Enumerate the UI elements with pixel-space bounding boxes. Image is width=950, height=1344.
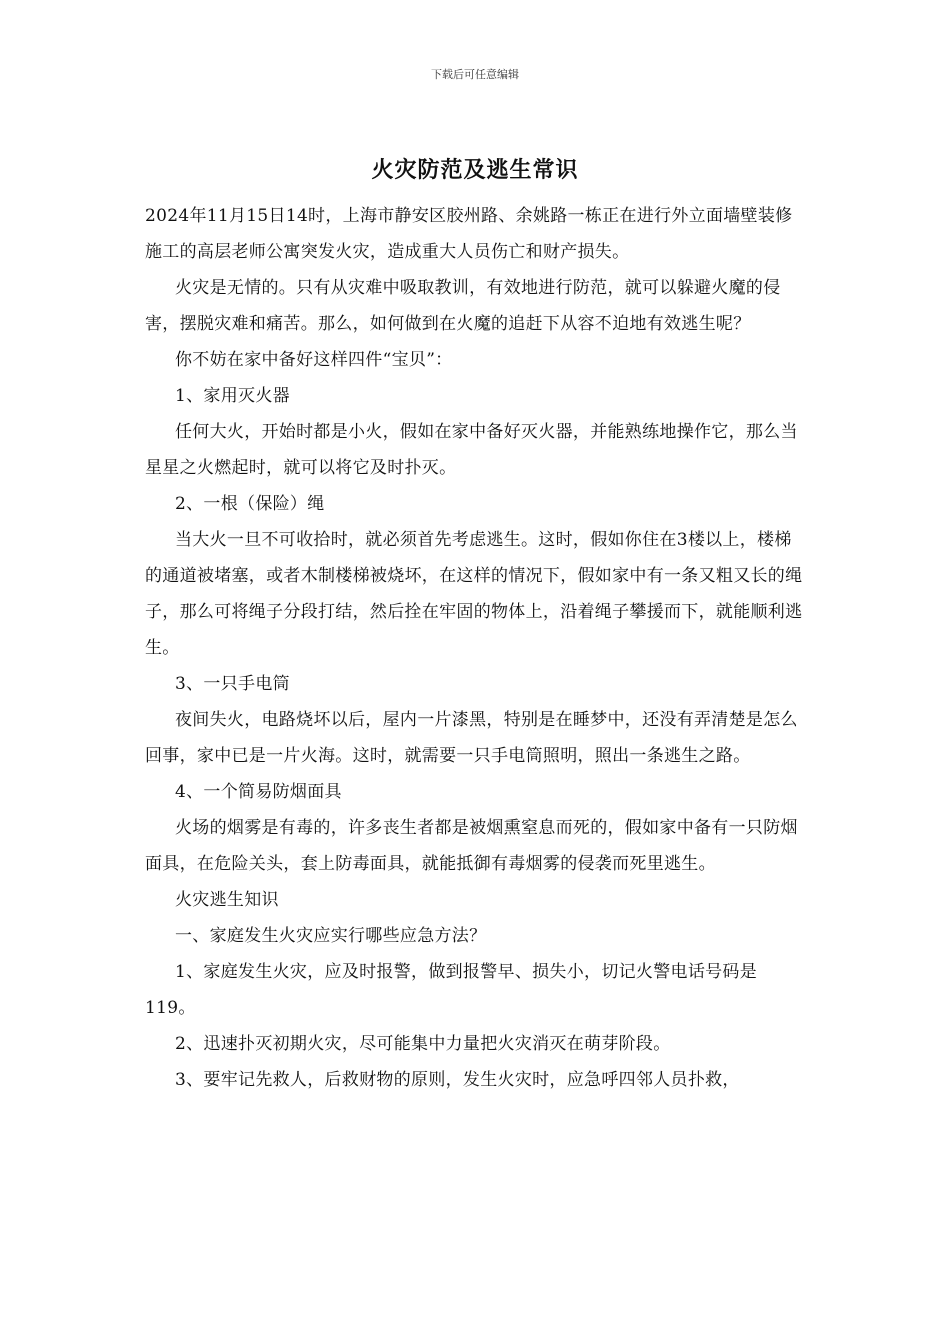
section-heading: 3、一只手电筒 (175, 674, 290, 694)
list-item: 1、家庭发生火灾，应及时报警，做到报警早、损失小，切记火警电话号码是119。 (145, 962, 758, 1018)
section-heading: 火灾逃生知识 (175, 890, 279, 910)
paragraph: 当大火一旦不可收拾时，就必须首先考虑逃生。这时，假如你住在3楼以上，楼梯的通道被堵塞，或者木制楼梯被烧坏，在这样的情况下，假如家中有一条又粗又长的绳子，那么可将绳子分段打结，然后拴在牢固的物体上，沿着绳子攀援而下，就能顺利逃生。 (145, 530, 803, 658)
list-item: 3、要牢记先救人，后救财物的原则，发生火灾时，应急呼四邻人员扑救， (175, 1070, 740, 1090)
section-heading: 2、一根（保险）绳 (175, 494, 325, 514)
paragraph: 任何大火，开始时都是小火，假如在家中备好灭火器，并能熟练地操作它，那么当星星之火燃起时，就可以将它及时扑灭。 (145, 422, 798, 478)
paragraph: 你不妨在家中备好这样四件“宝贝”： (175, 350, 453, 370)
section-heading: 1、家用灭火器 (175, 386, 290, 406)
document-title: 火灾防范及逃生常识 (371, 157, 579, 183)
question-heading: 一、家庭发生火灾应实行哪些应急方法？ (175, 926, 487, 946)
document-body (145, 198, 807, 1098)
paragraph: 2024年11月15日14时，上海市静安区胶州路、余姚路一栋正在进行外立面墙壁装修施工的高层老师公寓突发火灾，造成重大人员伤亡和财产损失。 (145, 206, 793, 262)
paragraph: 火灾是无情的。只有从灾难中吸取教训，有效地进行防范，就可以躲避火魔的侵害，摆脱灾难和痛苦。那么，如何做到在火魔的追赶下从容不迫地有效逃生呢？ (145, 278, 781, 334)
header-note: 下载后可任意编辑 (431, 68, 519, 81)
paragraph: 夜间失火，电路烧坏以后，屋内一片漆黑，特别是在睡梦中，还没有弄清楚是怎么回事，家中已是一片火海。这时，就需要一只手电筒照明，照出一条逃生之路。 (145, 710, 798, 766)
paragraph: 火场的烟雾是有毒的，许多丧生者都是被烟熏窒息而死的，假如家中备有一只防烟面具，在危险关头，套上防毒面具，就能抵御有毒烟雾的侵袭而死里逃生。 (145, 818, 798, 874)
section-heading: 4、一个简易防烟面具 (175, 782, 342, 802)
list-item: 2、迅速扑灭初期火灾，尽可能集中力量把火灾消灭在萌芽阶段。 (175, 1034, 671, 1054)
